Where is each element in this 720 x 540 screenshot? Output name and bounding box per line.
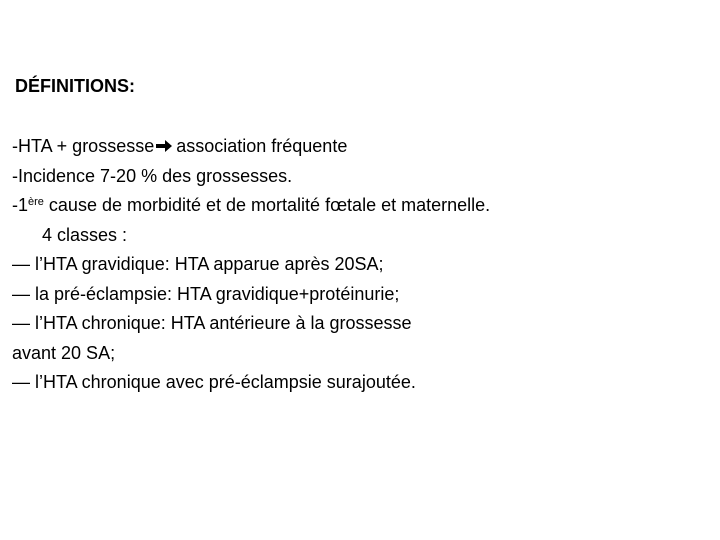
slide-body [12,132,712,398]
line-premiere-cause-sup: ère [28,196,44,208]
line-hta-grossesse [12,132,712,162]
line-hta-gravidique: — l’HTA gravidique: HTA apparue après 20SA; [12,254,384,274]
line-hta-chronique: — l’HTA chronique: HTA antérieure à la grossesse [12,313,412,333]
right-arrow-icon [155,138,173,154]
line-hta-chronique-cont: avant 20 SA; [12,342,116,363]
slide-title: DÉFINITIONS: [15,76,135,96]
line-hta-grossesse-tail: association fréquente [176,136,348,156]
line-premiere-cause [12,191,712,221]
line-incidence: -Incidence 7-20 % des grossesses. [12,165,293,186]
line-hta-grossesse-lead: -HTA + grossesse [12,136,155,156]
line-classes-heading: 4 classes : [42,224,128,245]
line-hta-chronique-pre-eclampsie: — l’HTA chronique avec pré-éclampsie surajoutée. [12,372,416,392]
line-premiere-cause-text: cause de morbidité et de mortalité fœtale et maternelle. [43,195,491,215]
line-pre-eclampsie: — la pré-éclampsie: HTA gravidique+protéinurie; [12,283,400,304]
line-premiere-cause-num: -1 [12,195,29,215]
